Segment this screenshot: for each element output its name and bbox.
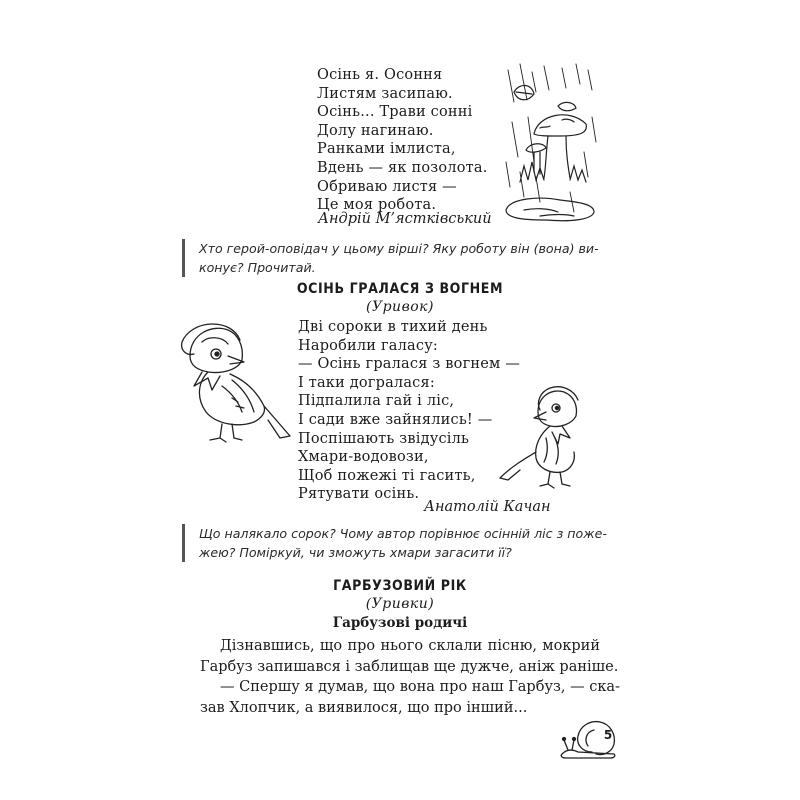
question-block-1 [182,239,599,277]
mushroom-rain-illustration [500,62,600,232]
question-line: конує? Прочитай. [199,260,316,275]
poem-line: Це моя робота. [317,197,437,214]
poem-line: Поспішають звідусіль [298,430,470,447]
story-subtitle: (Уривки) [365,596,435,612]
poem-line: Рятувати осінь. [298,486,420,503]
poem-line: Дві сороки в тихий день [298,319,488,335]
story-subheading: Гарбузові родичі [332,615,468,631]
story-line: Дізнавшись, що про нього склали пісню, мокрий [220,638,600,654]
story-text [200,636,620,718]
poem-author: Анатолій Качан [424,499,551,515]
poem-author: Андрій М’ястківський [318,211,492,227]
poem-line: І сади вже зайнялись! — [298,411,493,428]
question-line: Хто герой-оповідач у цьому вірші? Яку роботу він (вона) ви- [199,241,599,256]
question-line: жею? Поміркуй, чи зможуть хмари загасити її? [199,545,512,560]
story-line: зав Хлопчик, а виявилося, що про інший... [200,699,528,716]
magpie-right-illustration [490,382,590,494]
question-block-2 [182,524,607,562]
poem-subtitle: (Уривок) [366,299,434,315]
page-number: 5 [603,728,613,742]
poem-line: Обриваю листя — [317,178,457,195]
poem-title: ОСІНЬ ГРАЛАСЯ З ВОГНЕМ [296,281,504,297]
poem-autumn-lines [317,66,488,215]
poem-magpies-lines [298,318,520,504]
poem-line: Ранками імлиста, [317,141,456,158]
poem-line: Осінь... Трави сонні [317,104,473,121]
magpie-left-illustration [172,316,302,446]
poem-line: Підпалила гай і ліс, [298,393,455,410]
question-line: Що налякало сорок? Чому автор порівнює осінній ліс з поже- [199,526,607,541]
story-line: Гарбуз запишався і заблищав ще дужче, аніж раніше. [200,658,619,675]
poem-line: Хмари-водовози, [298,449,429,466]
poem-line: Щоб пожежі ті гасить, [298,467,476,484]
poem-line: І таки догралася: [298,374,435,391]
poem-line: Осінь я. Осоння [317,67,443,83]
poem-line: Вдень — як позолота. [317,159,488,176]
poem-line: Наробили галасу: [298,337,439,354]
poem-line: Долу нагинаю. [317,122,434,139]
poem-line: — Осінь гралася з вогнем — [298,356,521,373]
story-line: — Спершу я думав, що вона про наш Гарбуз, — ска- [220,679,620,696]
poem-line: Листям засипаю. [317,85,453,102]
story-title: ГАРБУЗОВИЙ РІК [333,578,467,594]
